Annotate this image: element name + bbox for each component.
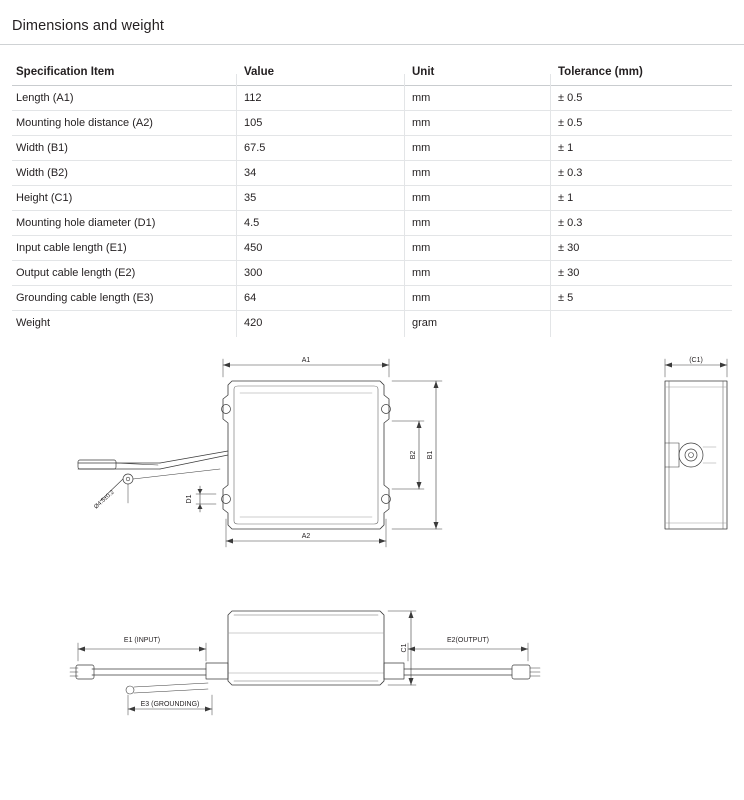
cell-value: 34 (236, 161, 404, 186)
column-header-item: Specification Item (12, 59, 236, 86)
cell-item: Output cable length (E2) (12, 261, 236, 286)
cell-tolerance: ± 0.3 (550, 211, 732, 236)
cell-tolerance (550, 311, 732, 336)
cell-value: 450 (236, 236, 404, 261)
side-view-drawing (665, 359, 727, 529)
front-view-drawing (70, 611, 540, 715)
column-header-tolerance: Tolerance (mm) (550, 59, 732, 86)
label-e1: E1 (INPUT) (123, 637, 161, 644)
cell-unit: mm (404, 111, 550, 136)
label-e3: E3 (GROUNDING) (140, 701, 200, 708)
table-column-divider (550, 74, 551, 337)
cell-unit: mm (404, 136, 550, 161)
cell-item: Height (C1) (12, 186, 236, 211)
cell-tolerance: ± 1 (550, 186, 732, 211)
label-a1: A1 (301, 357, 311, 364)
label-a2: A2 (301, 533, 311, 540)
cell-tolerance: ± 1 (550, 136, 732, 161)
cell-tolerance: ± 0.5 (550, 111, 732, 136)
cell-value: 300 (236, 261, 404, 286)
cell-value: 4.5 (236, 211, 404, 236)
table-column-divider (404, 74, 405, 337)
table-row (12, 261, 732, 286)
column-header-value: Value (236, 59, 404, 86)
cell-unit: mm (404, 161, 550, 186)
cell-tolerance: ± 30 (550, 236, 732, 261)
dimensions-table (12, 59, 732, 335)
table-row (12, 286, 732, 311)
label-b1: B1 (427, 450, 434, 460)
cell-unit: mm (404, 286, 550, 311)
drawing-canvas (0, 343, 744, 783)
table-row (12, 136, 732, 161)
table-row (12, 311, 732, 336)
label-front-c1: C1 (401, 643, 408, 653)
cell-unit: mm (404, 236, 550, 261)
cell-value: 35 (236, 186, 404, 211)
label-d1: D1 (186, 494, 193, 504)
cell-value: 64 (236, 286, 404, 311)
table-column-divider (236, 74, 237, 337)
cell-unit: mm (404, 211, 550, 236)
cell-item: Input cable length (E1) (12, 236, 236, 261)
cell-item: Weight (16, 317, 51, 329)
label-e2: E2(OUTPUT) (447, 637, 489, 644)
label-hole-note: Ø4.5±0.2 (93, 489, 116, 511)
cell-tolerance: ± 0.3 (550, 161, 732, 186)
table-row (12, 111, 732, 136)
cell-item: Mounting hole diameter (D1) (12, 211, 236, 236)
label-side-c1: (C1) (689, 357, 703, 364)
cell-item: Width (B1) (12, 136, 236, 161)
column-header-unit: Unit (404, 59, 550, 86)
table-row (12, 161, 732, 186)
cell-item: Grounding cable length (E3) (12, 286, 236, 311)
cell-value: 105 (236, 111, 404, 136)
technical-drawings (0, 343, 744, 783)
cell-value: 112 (236, 86, 404, 111)
table-row (12, 86, 732, 111)
cell-value: 67.5 (236, 136, 404, 161)
table-header-row (12, 59, 732, 86)
cell-tolerance: ± 30 (550, 261, 732, 286)
cell-value: 420 (244, 317, 263, 329)
top-view-drawing (78, 359, 510, 547)
table-row (12, 236, 732, 261)
cell-unit: mm (404, 86, 550, 111)
cell-item: Mounting hole distance (A2) (12, 111, 236, 136)
table-row (12, 186, 732, 211)
cell-tolerance: ± 5 (550, 286, 732, 311)
table-row (12, 211, 732, 236)
cell-unit: gram (412, 317, 438, 329)
page-title: Dimensions and weight (0, 0, 744, 45)
cell-item: Width (B2) (12, 161, 236, 186)
cell-unit: mm (404, 186, 550, 211)
label-b2: B2 (410, 450, 417, 460)
cell-tolerance: ± 0.5 (550, 86, 732, 111)
cell-unit: mm (404, 261, 550, 286)
cell-item: Length (A1) (12, 86, 236, 111)
